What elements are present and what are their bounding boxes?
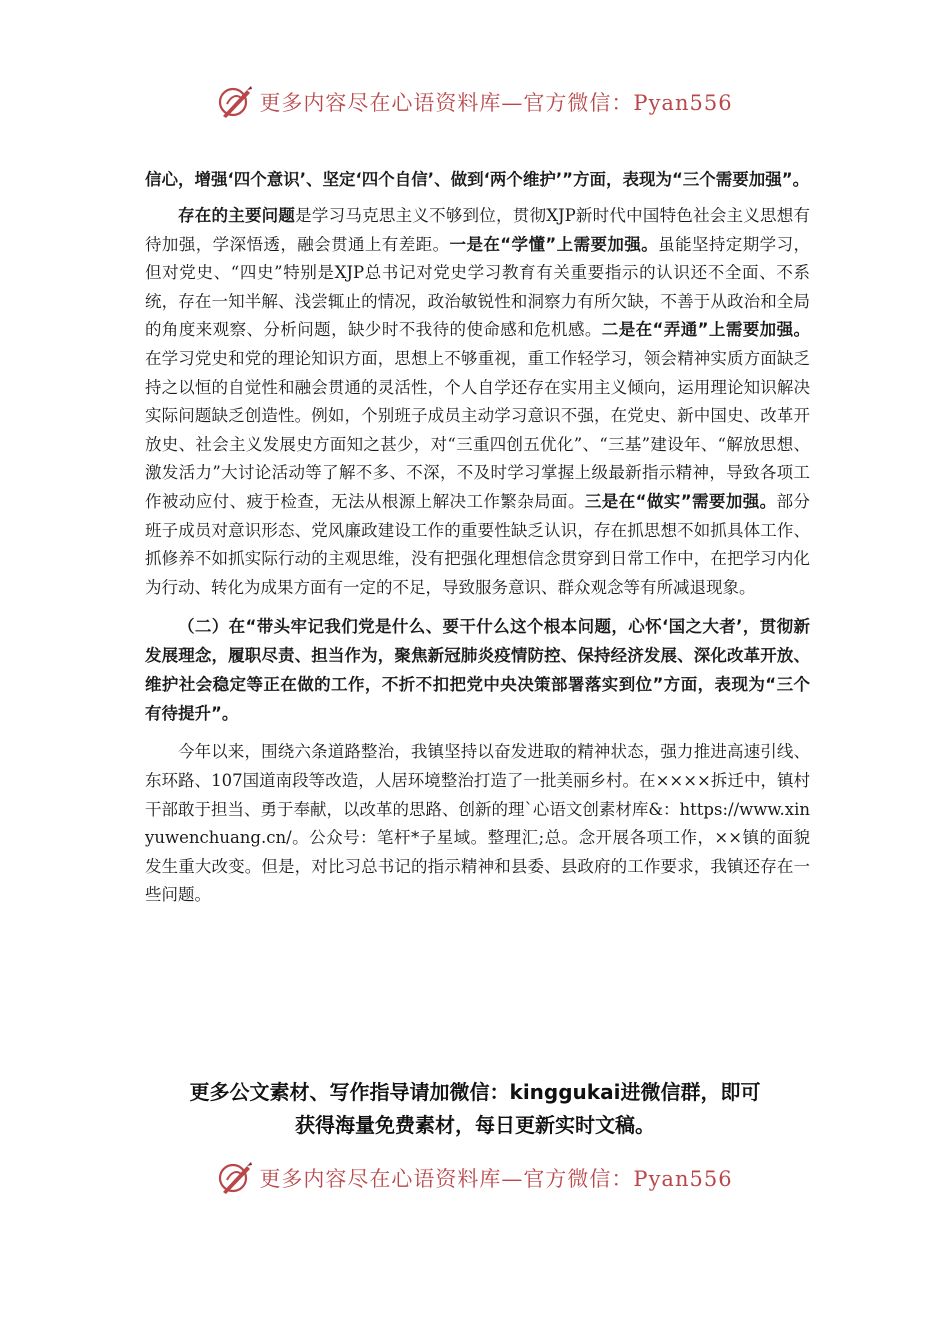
watermark-banner-top (0, 82, 950, 122)
paragraph-intro-continuation: 信心，增强‘四个意识’、坚定‘四个自信’、做到‘两个维护’”方面，表现为“三个需要加强”。 (145, 170, 810, 189)
paragraph-this-year: 今年以来，围绕六条道路整治，我镇坚持以奋发进取的精神状态，强力推进高速引线、东环路、107国道南段等改造，人居环境整治打造了一批美丽乡村。在××××拆迁中，镇村干部敢于担当、勇于奉献，以改革的思路、创新的理`心语文创素材库&：https://www.xinyuwenchuang.cn/。公众号：笔杆*子星域。整理汇;总。念开展各项工作，××镇的面貌发生重大改变。但是，对比习总书记的指示精神和县委、县政府的工作要求，我镇还存在一些问题。 (145, 742, 810, 905)
watermark-text: 更多内容尽在心语资料库—官方微信：Pyan556 (259, 91, 733, 115)
heading-second-point: 二是在“弄通”上需要加强。 (601, 320, 810, 340)
document-body (145, 165, 810, 910)
text-segment-1: 是学习马克思主义不够到位，贯彻XJP新时代中国特色社会主义思想有待加强，学深悟透，融会贯通上有差距。 (145, 206, 811, 254)
pen-logo-icon (217, 1160, 253, 1196)
paragraph-section-two-heading: （二）在“带头牢记我们党是什么、要干什么这个根本问题，心怀‘国之大者’，贯彻新发展理念，履职尽责、担当作为，聚焦新冠肺炎疫情防控、保持经济发展、深化改革开放、维护社会稳定等正在做的工作，不折不扣把党中央决策部署落实到位”方面，表现为“三个有待提升”。 (145, 617, 810, 724)
heading-first-point: 一是在“学懂”上需要加强。 (449, 234, 659, 254)
heading-third-point: 三是在“做实”需要加强。 (584, 491, 777, 511)
promo-line-1: 更多公文素材、写作指导请加微信：kinggukai进微信群，即可 (189, 1080, 761, 1104)
watermark-banner-bottom (0, 1158, 950, 1198)
promo-line-2: 获得海量免费素材，每日更新实时文稿。 (295, 1113, 655, 1137)
text-segment-4: 部分班子成员对意识形态、党风廉政建设工作的重要性缺乏认识，存在抓思想不如抓具体工作、抓修养不如抓实际行动的主观思维，没有把强化理想信念贯穿到日常工作中，在把学习内化为行动、转化为成果方面有一定的不足，导致服务意识、群众观念等有所减退现象。 (145, 491, 810, 597)
promo-text (0, 1076, 950, 1142)
watermark-text: 更多内容尽在心语资料库—官方微信：Pyan556 (259, 1167, 733, 1191)
text-segment-2: 虽能坚持定期学习，但对党史、“四史”特别是XJP总书记对党史学习教育有关重要指示的认识还不全面、不系统，存在一知半解、浅尝辄止的情况，政治敏锐性和洞察力有所欠缺，不善于从政治和全局的角度来观察、分析问题，缺少时不我待的使命感和危机感。 (145, 234, 810, 340)
lead-main-problems: 存在的主要问题 (178, 206, 296, 225)
paragraph-main-problems (145, 202, 810, 602)
text-segment-3: 在学习党史和党的理论知识方面，思想上不够重视，重工作轻学习，领会精神实质方面缺乏持之以恒的自觉性和融会贯通的灵活性，个人自学还存在实用主义倾向，运用理论知识解决实际问题缺乏创造性。例如，个别班子成员主动学习意识不强，在党史、新中国史、改革开放史、社会主义发展史方面知之甚少，对“三重四创五优化”、“三基”建设年、“解放思想、激发活力”大讨论活动等了解不多、不深，不及时学习掌握上级最新指示精神，导致各项工作被动应付、疲于检查，无法从根源上解决工作繁杂局面。 (145, 348, 810, 511)
pen-logo-icon (217, 84, 253, 120)
